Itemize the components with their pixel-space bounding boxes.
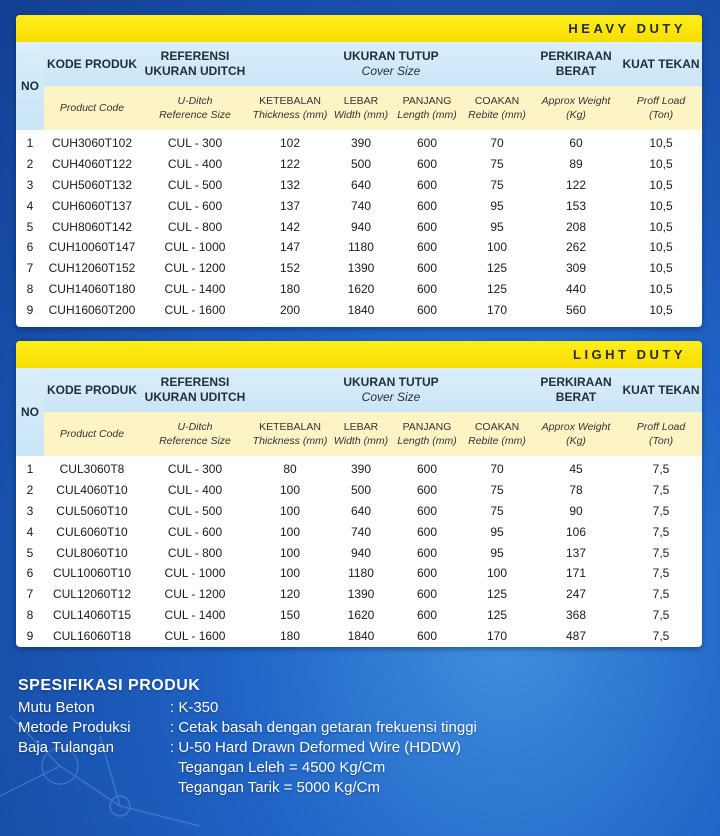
- cell-product-code: CUH10060T147: [48, 240, 136, 255]
- cell-width: 640: [350, 177, 372, 192]
- cell-load: 7,5: [652, 524, 670, 539]
- cell-load: 10,5: [649, 219, 673, 234]
- cell-product-code: CUL5060T10: [56, 503, 128, 518]
- cell-width: 1840: [347, 628, 375, 643]
- cell-no: 6: [26, 240, 34, 255]
- table-row: [16, 542, 702, 563]
- cell-width: 390: [350, 462, 372, 477]
- cell-no: 4: [26, 524, 34, 539]
- ukuran-subtitle: Cover Size: [361, 390, 421, 404]
- cell-no: 1: [26, 462, 34, 477]
- cell-reference: CUL - 1400: [164, 281, 226, 296]
- cell-no: 8: [26, 281, 34, 296]
- cell-load: 7,5: [652, 483, 670, 498]
- cell-thickness: 200: [279, 302, 301, 317]
- col-ukuran: [250, 42, 532, 86]
- cell-reference: CUL - 1000: [164, 566, 226, 581]
- spec-title: SPESIFIKASI PRODUK: [18, 677, 201, 694]
- cell-thickness: 180: [279, 281, 301, 296]
- cell-product-code: CUH8060T142: [51, 219, 133, 234]
- cell-length: 600: [416, 281, 438, 296]
- table-row: [16, 216, 702, 237]
- sub-weight: Approx Weight (Kg): [532, 412, 620, 456]
- spec-value: : Cetak basah dengan getaran frekuensi tinggi: [170, 719, 477, 736]
- sub-weight: Approx Weight (Kg): [532, 86, 620, 130]
- cell-length: 600: [416, 524, 438, 539]
- cell-thickness: 100: [279, 545, 301, 560]
- cell-no: 1: [26, 136, 34, 151]
- heavy-duty-banner: HEAVY DUTY: [16, 15, 702, 42]
- table-row: [16, 154, 702, 175]
- cell-width: 1620: [347, 607, 375, 622]
- cell-thickness: 180: [279, 628, 301, 643]
- col-referensi: REFERENSI UKURAN UDITCH: [140, 42, 250, 86]
- cell-load: 10,5: [649, 136, 673, 151]
- cell-no: 9: [26, 302, 34, 317]
- cell-weight: 208: [566, 219, 587, 234]
- product-specification: [18, 676, 477, 798]
- ukuran-title: UKURAN TUTUP: [343, 375, 439, 389]
- sub-tebal: KETEBALAN Thickness (mm): [250, 86, 330, 130]
- cell-length: 600: [416, 545, 438, 560]
- cell-no: 8: [26, 607, 34, 622]
- spec-label: Metode Produksi: [18, 719, 131, 736]
- cell-thickness: 100: [279, 524, 301, 539]
- cell-weight: 122: [566, 177, 587, 192]
- cell-load: 7,5: [652, 607, 670, 622]
- spec-row-metode: [18, 718, 477, 738]
- sub-coakan: COAKAN Rebite (mm): [462, 412, 532, 456]
- cell-thickness: 100: [279, 503, 301, 518]
- cell-length: 600: [416, 219, 438, 234]
- cell-reference: CUL - 600: [167, 198, 223, 213]
- cell-width: 1180: [348, 240, 374, 255]
- spec-label: Baja Tulangan: [18, 739, 114, 756]
- col-kode: KODE PRODUK: [44, 42, 140, 86]
- cell-rebite: 125: [486, 587, 508, 602]
- table-row: [16, 456, 702, 480]
- heavy-duty-table: [16, 42, 702, 320]
- sub-tebal: KETEBALAN Thickness (mm): [250, 412, 330, 456]
- cell-product-code: CUH5060T132: [51, 177, 133, 192]
- cell-product-code: CUH4060T122: [51, 157, 133, 172]
- sub-panjang: PANJANG Length (mm): [392, 412, 462, 456]
- cell-rebite: 95: [490, 198, 504, 213]
- table-row: [16, 175, 702, 196]
- cell-rebite: 70: [490, 462, 504, 477]
- cell-product-code: CUL12060T12: [52, 587, 132, 602]
- cell-weight: 440: [566, 281, 587, 296]
- cell-weight: 171: [566, 566, 587, 581]
- cell-no: 3: [26, 503, 34, 518]
- cell-product-code: CUL8060T10: [56, 545, 128, 560]
- cell-reference: CUL - 500: [167, 503, 223, 518]
- cell-length: 600: [416, 587, 438, 602]
- cell-product-code: CUH3060T102: [51, 136, 133, 151]
- cell-width: 1390: [347, 587, 375, 602]
- cell-thickness: 137: [279, 198, 301, 213]
- cell-rebite: 100: [486, 566, 508, 581]
- cell-no: 7: [26, 587, 34, 602]
- cell-no: 5: [26, 219, 34, 234]
- cell-load: 10,5: [649, 177, 673, 192]
- cell-reference: CUL - 400: [167, 157, 223, 172]
- cell-no: 5: [26, 545, 34, 560]
- cell-width: 1390: [347, 261, 375, 276]
- cell-load: 10,5: [649, 198, 673, 213]
- cell-weight: 90: [569, 503, 583, 518]
- cell-rebite: 70: [490, 136, 504, 151]
- cell-load: 10,5: [649, 281, 673, 296]
- cell-length: 600: [416, 302, 438, 317]
- spec-tarik: Tegangan Tarik = 5000 Kg/Cm: [178, 779, 380, 796]
- cell-length: 600: [416, 607, 438, 622]
- cell-reference: CUL - 300: [167, 136, 223, 151]
- cell-thickness: 102: [279, 136, 301, 151]
- cell-width: 1620: [347, 281, 375, 296]
- cell-product-code: CUH16060T200: [48, 302, 136, 317]
- cell-length: 600: [416, 628, 438, 643]
- table-row: [16, 605, 702, 626]
- cell-thickness: 80: [283, 462, 297, 477]
- col-kuat: KUAT TEKAN: [620, 368, 702, 412]
- cell-reference: CUL - 600: [167, 524, 223, 539]
- cell-reference: CUL - 400: [167, 483, 223, 498]
- cell-rebite: 170: [486, 302, 508, 317]
- cell-no: 2: [26, 483, 34, 498]
- cell-length: 600: [416, 177, 438, 192]
- spec-label: Mutu Beton: [18, 699, 95, 716]
- cell-load: 7,5: [652, 587, 670, 602]
- cell-product-code: CUL10060T10: [52, 566, 132, 581]
- cell-width: 1840: [347, 302, 375, 317]
- light-duty-banner: LIGHT DUTY: [16, 341, 702, 368]
- col-no: NO: [16, 42, 44, 130]
- cell-weight: 45: [569, 462, 583, 477]
- cell-thickness: 100: [279, 483, 301, 498]
- cell-width: 940: [350, 545, 372, 560]
- spec-value: : K-350: [170, 699, 219, 716]
- spec-row-baja: [18, 738, 477, 758]
- spec-leleh: Tegangan Leleh = 4500 Kg/Cm: [178, 759, 386, 776]
- cell-no: 6: [26, 566, 34, 581]
- cell-weight: 78: [569, 483, 583, 498]
- cell-reference: CUL - 1600: [164, 628, 226, 643]
- cell-rebite: 125: [486, 261, 508, 276]
- cell-length: 600: [416, 503, 438, 518]
- heavy-duty-panel: [16, 15, 702, 327]
- cell-load: 10,5: [649, 240, 673, 255]
- table-row: [16, 625, 702, 646]
- cell-rebite: 170: [486, 628, 508, 643]
- cell-weight: 137: [566, 545, 587, 560]
- sub-udiitch: U-Ditch Reference Size: [140, 86, 250, 130]
- col-ukuran: [250, 368, 532, 412]
- cell-thickness: 100: [279, 566, 301, 581]
- cell-no: 9: [26, 628, 34, 643]
- cell-reference: CUL - 1200: [164, 261, 226, 276]
- cell-load: 10,5: [649, 261, 673, 276]
- cell-no: 3: [26, 177, 34, 192]
- cell-thickness: 147: [279, 240, 301, 255]
- cell-product-code: CUH14060T180: [48, 281, 136, 296]
- light-duty-rows: [16, 456, 702, 646]
- cell-width: 390: [350, 136, 372, 151]
- cell-load: 7,5: [652, 545, 670, 560]
- cell-rebite: 125: [486, 607, 508, 622]
- light-duty-panel: [16, 341, 702, 647]
- cell-weight: 89: [569, 157, 583, 172]
- col-berat: PERKIRAAN BERAT: [532, 368, 620, 412]
- cell-load: 7,5: [652, 628, 670, 643]
- cell-product-code: CUH12060T152: [48, 261, 136, 276]
- cell-width: 940: [350, 219, 372, 234]
- sub-lebar: LEBAR Width (mm): [330, 412, 392, 456]
- cell-length: 600: [416, 483, 438, 498]
- cell-length: 600: [416, 240, 438, 255]
- table-row: [16, 501, 702, 522]
- cell-length: 600: [416, 198, 438, 213]
- cell-load: 7,5: [652, 566, 670, 581]
- table-row: [16, 584, 702, 605]
- cell-load: 7,5: [652, 462, 670, 477]
- cell-width: 500: [350, 483, 372, 498]
- cell-reference: CUL - 1200: [164, 587, 226, 602]
- sub-product-code: Product Code: [44, 412, 140, 456]
- table-row: [16, 258, 702, 279]
- cell-length: 600: [416, 157, 438, 172]
- cell-width: 640: [350, 503, 372, 518]
- sub-coakan: COAKAN Rebite (mm): [462, 86, 532, 130]
- cell-reference: CUL - 1600: [164, 302, 226, 317]
- cell-reference: CUL - 1000: [164, 240, 226, 255]
- col-kuat: KUAT TEKAN: [620, 42, 702, 86]
- sub-load: Proff Load (Ton): [620, 86, 702, 130]
- ukuran-subtitle: Cover Size: [361, 64, 421, 78]
- cell-rebite: 75: [490, 177, 504, 192]
- cell-weight: 153: [566, 198, 587, 213]
- cell-product-code: CUL3060T8: [59, 462, 125, 477]
- cell-load: 7,5: [652, 503, 670, 518]
- sub-panjang: PANJANG Length (mm): [392, 86, 462, 130]
- ukuran-title: UKURAN TUTUP: [343, 49, 439, 63]
- cell-product-code: CUL6060T10: [56, 524, 128, 539]
- cell-product-code: CUH6060T137: [51, 198, 133, 213]
- light-duty-table: [16, 368, 702, 646]
- cell-no: 4: [26, 198, 34, 213]
- cell-no: 7: [26, 261, 34, 276]
- sub-udiitch: U-Ditch Reference Size: [140, 412, 250, 456]
- cell-thickness: 142: [279, 219, 301, 234]
- cell-length: 600: [416, 261, 438, 276]
- cell-rebite: 75: [490, 157, 504, 172]
- cell-load: 10,5: [649, 157, 673, 172]
- cell-width: 740: [350, 524, 372, 539]
- cell-length: 600: [416, 462, 438, 477]
- cell-rebite: 125: [486, 281, 508, 296]
- cell-length: 600: [416, 566, 438, 581]
- cell-weight: 368: [566, 607, 587, 622]
- cell-reference: CUL - 300: [167, 462, 223, 477]
- cell-product-code: CUL4060T10: [56, 483, 128, 498]
- sub-load: Proff Load (Ton): [620, 412, 702, 456]
- cell-reference: CUL - 1400: [164, 607, 226, 622]
- sub-lebar: LEBAR Width (mm): [330, 86, 392, 130]
- table-row: [16, 279, 702, 300]
- table-row: [16, 299, 702, 320]
- cell-reference: CUL - 500: [167, 177, 223, 192]
- col-no: NO: [16, 368, 44, 456]
- heavy-duty-rows: [16, 130, 702, 320]
- cell-load: 10,5: [649, 302, 673, 317]
- cell-length: 600: [416, 136, 438, 151]
- table-row: [16, 237, 702, 258]
- cell-thickness: 150: [279, 607, 301, 622]
- table-row: [16, 521, 702, 542]
- table-row: [16, 130, 702, 154]
- cell-thickness: 132: [279, 177, 301, 192]
- cell-weight: 106: [566, 524, 587, 539]
- cell-rebite: 75: [490, 483, 504, 498]
- cell-width: 1180: [348, 566, 374, 581]
- cell-product-code: CUL14060T15: [52, 607, 132, 622]
- cell-rebite: 95: [490, 545, 504, 560]
- cell-weight: 262: [566, 240, 587, 255]
- spec-row-mutu: [18, 698, 477, 718]
- cell-rebite: 95: [490, 219, 504, 234]
- table-row: [16, 480, 702, 501]
- spec-value: : U-50 Hard Drawn Deformed Wire (HDDW): [170, 739, 461, 756]
- cell-thickness: 122: [279, 157, 301, 172]
- col-kode: KODE PRODUK: [44, 368, 140, 412]
- cell-rebite: 100: [486, 240, 508, 255]
- cell-weight: 309: [566, 261, 587, 276]
- col-berat: PERKIRAAN BERAT: [532, 42, 620, 86]
- cell-weight: 487: [566, 628, 587, 643]
- sub-product-code: Product Code: [44, 86, 140, 130]
- cell-rebite: 95: [490, 524, 504, 539]
- cell-reference: CUL - 800: [167, 545, 223, 560]
- cell-weight: 60: [569, 136, 583, 151]
- table-row: [16, 563, 702, 584]
- cell-width: 500: [350, 157, 372, 172]
- cell-thickness: 152: [279, 261, 301, 276]
- cell-weight: 560: [566, 302, 587, 317]
- col-referensi: REFERENSI UKURAN UDITCH: [140, 368, 250, 412]
- cell-thickness: 120: [279, 587, 301, 602]
- cell-no: 2: [26, 157, 34, 172]
- cell-rebite: 75: [490, 503, 504, 518]
- cell-weight: 247: [566, 587, 587, 602]
- cell-width: 740: [350, 198, 372, 213]
- cell-reference: CUL - 800: [167, 219, 223, 234]
- cell-product-code: CUL16060T18: [52, 628, 132, 643]
- table-row: [16, 195, 702, 216]
